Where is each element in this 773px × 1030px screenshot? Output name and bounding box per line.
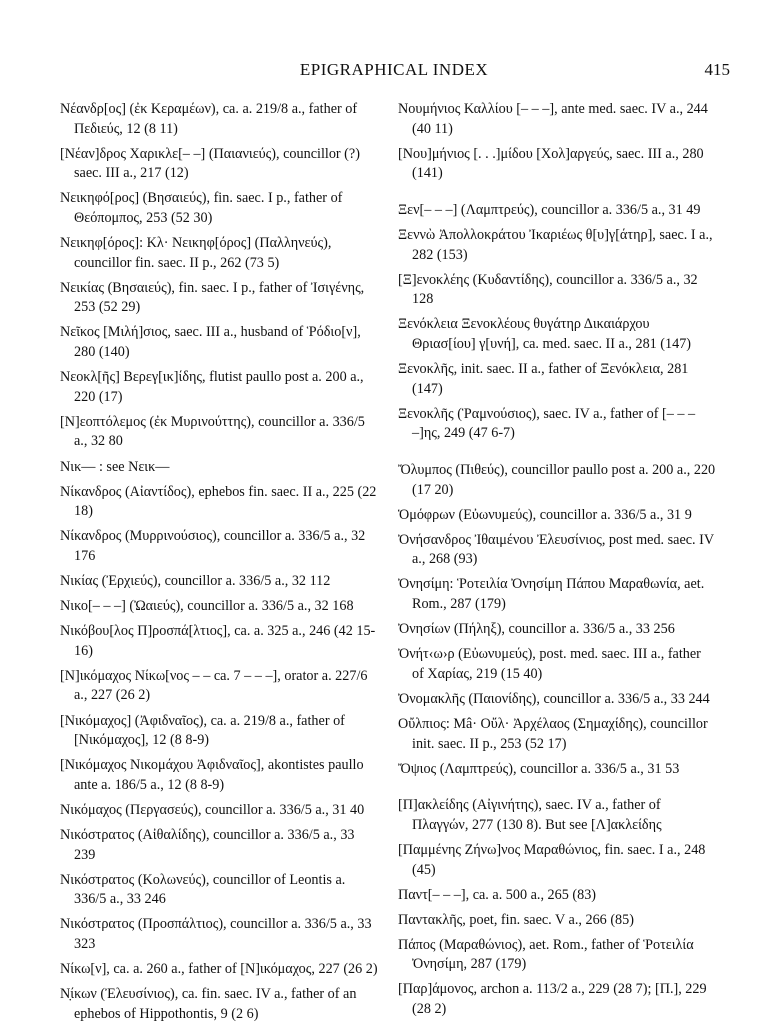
index-entry: Οὔλπιος: Μâ· Οὔλ· Ἀρχέλαος (Σημαχίδης), councillor init. saec. II p., 253 (52 17) <box>398 715 708 752</box>
index-entry: [Νικόμαχος] (Ἀφιδναῖος), ca. a. 219/8 a., father of [Νικόμαχος], 12 (8 8-9) <box>60 712 345 749</box>
running-title: EPIGRAPHICAL INDEX <box>299 60 489 79</box>
index-entry: Ὀνομακλῆς (Παιονίδης), councillor a. 336/5 a., 33 244 <box>398 690 710 707</box>
index-entry: Νικόστρατος (Αἰθαλίδης), councillor a. 336/5 a., 33 239 <box>60 827 355 863</box>
index-entry: Ξενοκλῆς (Ῥαμνούσιος), saec. IV a., father of [– – – –]ης, 249 (47 6-7) <box>398 405 696 442</box>
index-entry: Ὄψιος (Λαμπτρεύς), councillor a. 336/5 a., 31 53 <box>398 760 680 777</box>
index-entry: [Ξ]ενοκλέης (Κυδαντίδης), councillor a. 336/5 a., 32 128 <box>398 271 698 308</box>
index-entry: Ὀνήσανδρος Ἰθαιμένου Ἐλευσίνιος, post med. saec. IV a., 268 (93) <box>398 531 714 568</box>
index-entry: Ὀνησίμη: Ῥοτειλία Ὀνησίμη Πάπου Μαραθωνία, aet. Rom., 287 (179) <box>398 576 705 612</box>
index-entry: [Νέαν]δρος Χαρικλε[– –] (Παιανιεύς), councillor (?) saec. III a., 217 (12) <box>60 145 360 182</box>
index-entry: Νεικηφό[ρος] (Βησαιεύς), fin. saec. I p., father of Θεόπομπος, 253 (52 30) <box>60 190 343 226</box>
index-entry: Νικ— : see Νεικ— <box>60 458 170 475</box>
index-entry: Νίκω[ν], ca. a. 260 a., father of [Ν]ικόμαχος, 227 (26 2) <box>60 961 378 978</box>
index-entry: Ξενοκλῆς, init. saec. II a., father of Ξενόκλεια, 281 (147) <box>398 361 689 397</box>
index-entry: Νεῖκος [Μιλή]σιος, saec. III a., husband of Ῥόδιο[ν], 280 (140) <box>60 324 361 361</box>
index-entry: Νεικίας (Βησαιεύς), fin. saec. I p., father of Ἰσιγένης, 253 (52 29) <box>60 279 365 316</box>
index-entry: Νικόβου[λος Π]ροσπά[λτιος], ca. a. 325 a., 246 (42 15-16) <box>60 623 376 659</box>
page-number: 415 <box>704 60 730 79</box>
index-entry: Νικόμαχος (Περγασεύς), councillor a. 336/5 a., 31 40 <box>60 801 365 818</box>
page-header <box>58 60 730 84</box>
index-entry: Ὄλυμπος (Πιθεύς), councillor paullo post a. 200 a., 220 (17 20) <box>398 461 716 498</box>
index-entry: Νικόστρατος (Κολωνεύς), councillor of Leontis a. 336/5 a., 33 246 <box>60 871 346 908</box>
index-entry: Ξενόκλεια Ξενοκλέους θυγάτηρ Δικαιάρχου Θριασ[ίου] γ[υνή], ca. med. saec. II a., 281 (147) <box>398 316 692 352</box>
index-entry: Νεοκλ[ῆς] Βερεγ[ικ]ίδης, flutist paullo post a. 200 a., 220 (17) <box>60 369 364 405</box>
index-entry: Παντακλῆς, poet, fin. saec. V a., 266 (85) <box>398 911 634 928</box>
index-entry: [Νικόμαχος Νικομάχου Ἀφιδναῖος], akontistes paullo ante a. 186/5 a., 12 (8 8-9) <box>60 757 364 793</box>
index-entry: Ξεν[– – –] (Λαμπτρεύς), councillor a. 336/5 a., 31 49 <box>398 201 701 218</box>
index-entry: Νεικηφ[όρος]: Κλ· Νεικηφ[όρος] (Παλληνεύς), councillor fin. saec. II p., 262 (73 5) <box>60 235 332 271</box>
index-entry: Νικίας (Ἐρχιεύς), councillor a. 336/5 a., 32 112 <box>60 572 331 589</box>
index-entry: [Παρ]άμονος, archon a. 113/2 a., 229 (28 7); [Π.], 229 (28 2) <box>398 981 707 1018</box>
index-column-left <box>60 100 378 1030</box>
index-entry: [Ν]εοπτόλεμος (ἐκ Μυρινούττης), councillor a. 336/5 a., 32 80 <box>60 413 365 450</box>
index-entry: [Π]ακλείδης (Αἰγινήτης), saec. IV a., father of Πλαγγών, 277 (130 8). But see [Λ]ακλείδης <box>398 797 662 833</box>
index-entry: [Ν]ικόμαχος Νίκω[νος – – ca. 7 – – –], orator a. 227/6 a., 227 (26 2) <box>60 667 368 704</box>
index-entry: Νουμήνιος Καλλίου [– – –], ante med. saec. IV a., 244 (40 11) <box>398 101 708 137</box>
index-entry: Νικο[– – –] (Ὠαιεύς), councillor a. 336/5 a., 32 168 <box>60 598 354 615</box>
index-entry: Πάπος (Μαραθώνιος), aet. Rom., father of Ῥοτειλία Ὀνησίμη, 287 (179) <box>398 936 694 973</box>
index-entry: [Νου]μήνιος [. . .]μίδου [Χολ]αργεύς, saec. III a., 280 (141) <box>398 145 704 182</box>
index-entry: Ὁμόφρων (Εὐωνυμεύς), councillor a. 336/5 a., 31 9 <box>398 506 692 523</box>
index-entry: Νέανδρ[ος] (ἐκ Κεραμέων), ca. a. 219/8 a., father of Πεδιεύς, 12 (8 11) <box>60 101 358 137</box>
index-entry: Ν̣ίκων (Ἐλευσίνιος), ca. fin. saec. IV a., father of an ephebos of Hippothontis, 9 (2 6) <box>60 986 357 1022</box>
index-entry: Ὀνήτ‹ω›ρ (Εὐωνυμεύς), post. med. saec. III a., father of Χαρίας, 219 (15 40) <box>398 646 701 682</box>
index-column-right <box>398 100 716 1025</box>
index-entry: Ξεννὼ Ἀπολλοκράτου Ἰκαριέως θ[υ]γ[άτηρ], saec. I a., 282 (153) <box>398 226 713 263</box>
index-entry: Νίκανδρος (Αἰαντίδος), ephebos fin. saec. II a., 225 (22 18) <box>60 483 377 520</box>
index-entry: Ὀνησίων (Πήληξ), councillor a. 336/5 a., 33 256 <box>398 621 675 638</box>
index-entry: [Παμμένης Ζήνω]νος Μαραθώνιος, fin. saec. I a., 248 (45) <box>398 841 706 878</box>
index-entry: Νίκανδρος (Μυρρινούσιος), councillor a. 336/5 a., 32 176 <box>60 528 366 564</box>
index-entry: Νικόστρατος (Προσπάλτιος), councillor a. 336/5 a., 33 323 <box>60 916 372 952</box>
index-entry: Παντ[– – –], ca. a. 500 a., 265 (83) <box>398 886 597 903</box>
